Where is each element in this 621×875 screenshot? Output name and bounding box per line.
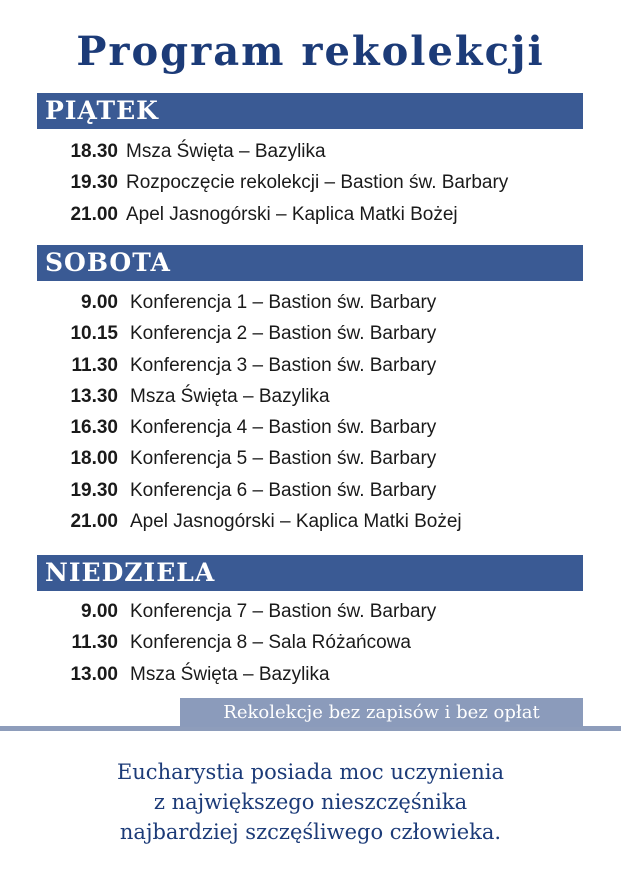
saturday-schedule (0, 287, 621, 537)
event-time: 21.00 (70, 203, 118, 225)
list-item (0, 627, 621, 658)
list-item (0, 318, 621, 349)
event-description: Konferencja 7 – Bastion św. Barbary (130, 601, 437, 622)
list-item (0, 167, 621, 198)
event-time: 18.00 (70, 448, 118, 470)
event-time: 11.30 (71, 632, 118, 654)
event-time: 9.00 (81, 292, 118, 313)
list-item (0, 350, 621, 381)
event-time: 21.00 (70, 511, 118, 533)
quote-line: najbardziej szczęśliwego człowieka. (119, 820, 502, 844)
event-description: Konferencja 6 – Bastion św. Barbary (130, 479, 437, 501)
list-item (0, 412, 621, 443)
friday-schedule (0, 136, 621, 230)
event-time: 16.30 (70, 417, 118, 439)
list-item (0, 475, 621, 506)
quote-line: Eucharystia posiada moc uczynienia (116, 760, 505, 784)
event-description: Konferencja 2 – Bastion św. Barbary (130, 323, 437, 345)
event-time: 11.30 (71, 354, 118, 376)
event-description: Rozpoczęcie rekolekcji – Bastion św. Barbary (126, 172, 509, 194)
event-time: 13.30 (70, 385, 118, 407)
event-description: Apel Jasnogórski – Kaplica Matki Bożej (130, 511, 462, 533)
list-item (0, 136, 621, 167)
list-item (0, 381, 621, 412)
event-description: Konferencja 1 – Bastion św. Barbary (130, 292, 437, 313)
event-time: 19.30 (70, 479, 118, 501)
quote (0, 757, 621, 847)
quote-line: z największego nieszczęśnika (153, 790, 468, 814)
list-item (0, 506, 621, 537)
list-item (0, 659, 621, 690)
list-item (0, 199, 621, 230)
event-time: 18.30 (70, 141, 118, 162)
info-badge: Rekolekcje bez zapisów i bez opłat (180, 698, 583, 727)
event-description: Konferencja 5 – Bastion św. Barbary (130, 448, 437, 470)
event-time: 10.15 (70, 323, 118, 345)
event-description: Konferencja 4 – Bastion św. Barbary (130, 417, 437, 439)
event-time: 19.30 (70, 172, 118, 194)
event-time: 9.00 (81, 601, 118, 622)
event-description: Apel Jasnogórski – Kaplica Matki Bożej (126, 203, 458, 225)
event-time: 13.00 (70, 663, 118, 685)
event-description: Msza Święta – Bazylika (130, 663, 330, 685)
list-item (0, 596, 621, 627)
event-description: Konferencja 8 – Sala Różańcowa (130, 632, 411, 654)
page-title: Program rekolekcji (76, 28, 545, 75)
list-item (0, 443, 621, 474)
day-header-sunday: NIEDZIELA (37, 555, 583, 591)
day-header-friday: PIĄTEK (37, 93, 583, 129)
event-description: Msza Święta – Bazylika (130, 385, 330, 407)
day-header-saturday: SOBOTA (37, 245, 583, 281)
event-description: Konferencja 3 – Bastion św. Barbary (130, 354, 437, 376)
list-item (0, 287, 621, 318)
sunday-schedule (0, 596, 621, 690)
event-description: Msza Święta – Bazylika (126, 141, 326, 162)
